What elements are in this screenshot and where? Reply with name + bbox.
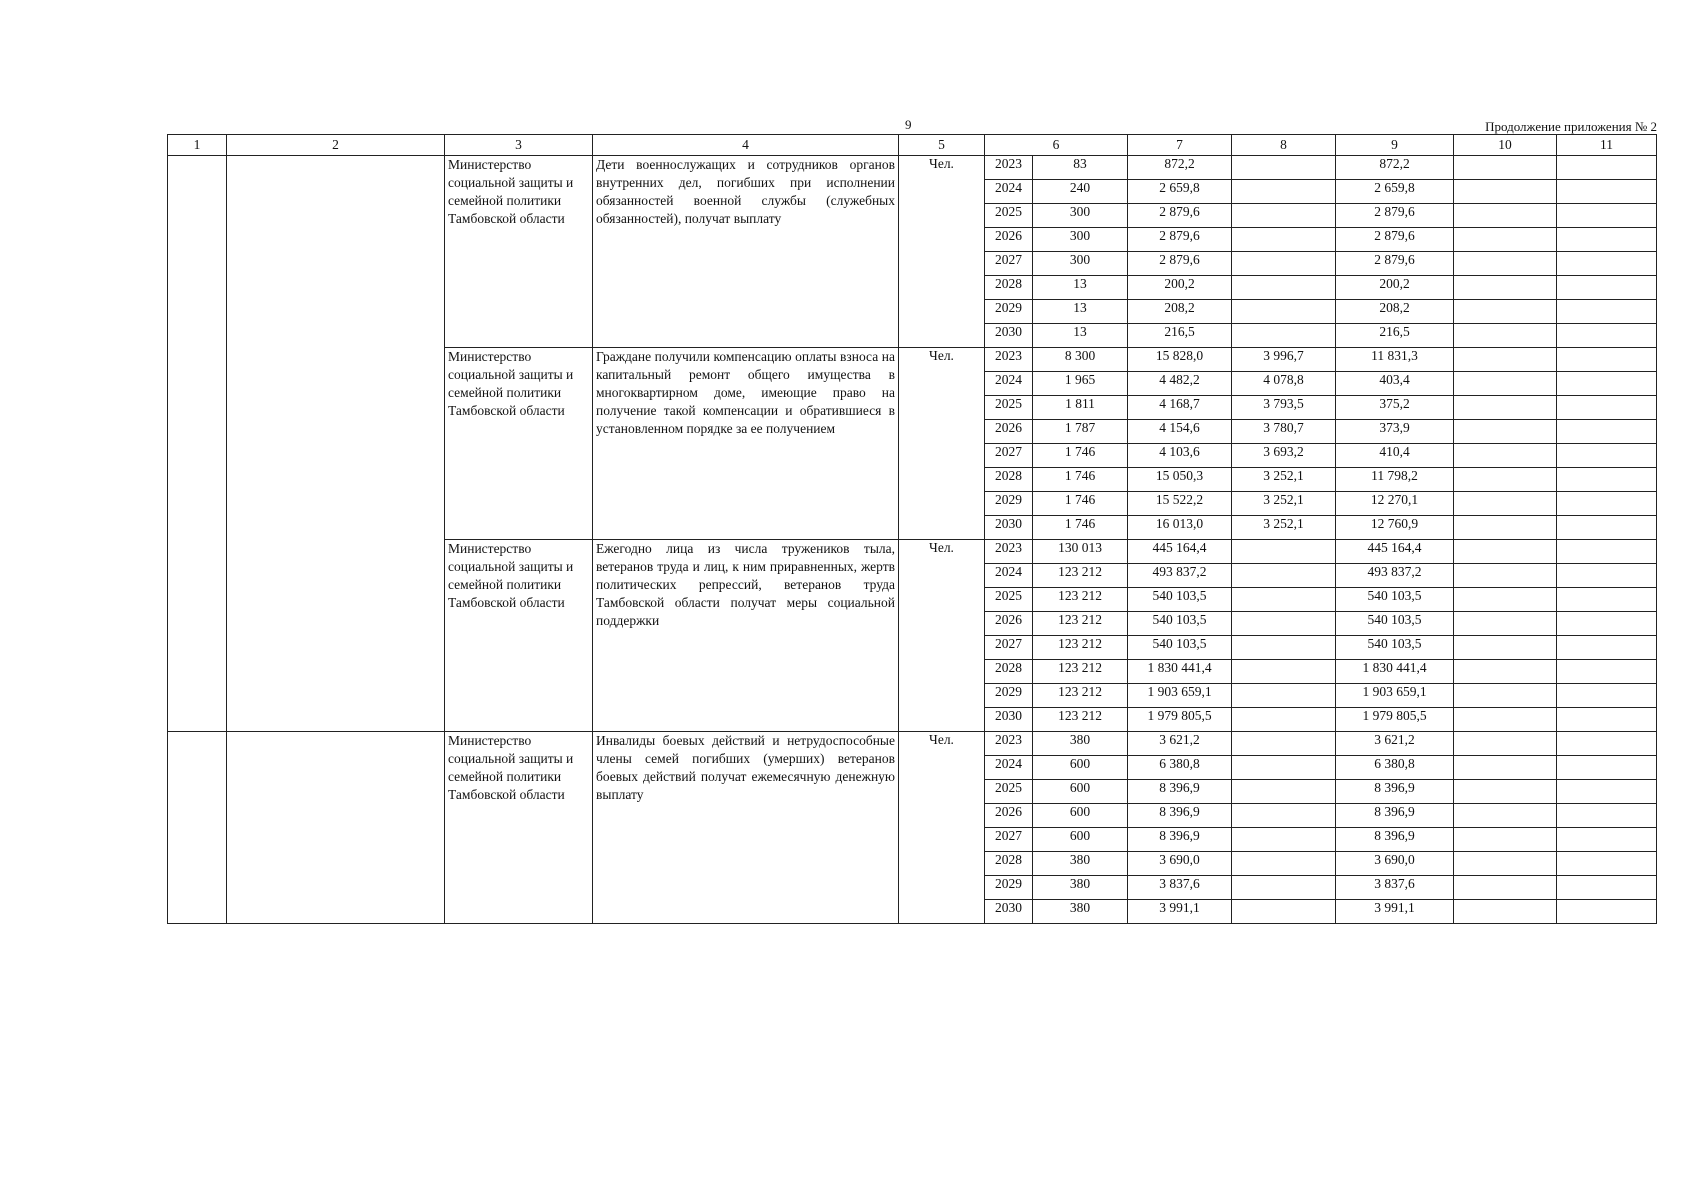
col11-cell (1557, 180, 1657, 204)
total-cell: 540 103,5 (1128, 636, 1232, 660)
federal-cell (1232, 900, 1336, 924)
federal-cell (1232, 780, 1336, 804)
total-cell: 3 621,2 (1128, 732, 1232, 756)
federal-cell (1232, 804, 1336, 828)
col10-cell (1454, 564, 1557, 588)
table-body (168, 156, 1657, 924)
quantity-cell: 380 (1033, 852, 1128, 876)
year-cell: 2023 (985, 540, 1033, 564)
col11-cell (1557, 876, 1657, 900)
col10-cell (1454, 252, 1557, 276)
col10-cell (1454, 372, 1557, 396)
federal-cell (1232, 852, 1336, 876)
regional-cell: 6 380,8 (1336, 756, 1454, 780)
year-cell: 2029 (985, 684, 1033, 708)
unit-cell: Чел. (899, 540, 985, 732)
quantity-cell: 1 965 (1033, 372, 1128, 396)
header-cell: 10 (1454, 135, 1557, 156)
federal-cell: 3 793,5 (1232, 396, 1336, 420)
col11-cell (1557, 396, 1657, 420)
year-cell: 2025 (985, 204, 1033, 228)
quantity-cell: 130 013 (1033, 540, 1128, 564)
header-cell: 8 (1232, 135, 1336, 156)
total-cell: 6 380,8 (1128, 756, 1232, 780)
indicator-description: Инвалиды боевых действий и нетрудоспособные члены семей погибших (умерших) ветеранов боевых действий получат ежемесячную денежную выплату (593, 732, 899, 924)
federal-cell (1232, 684, 1336, 708)
header-cell: 4 (593, 135, 899, 156)
quantity-cell: 1 746 (1033, 492, 1128, 516)
header-cell: 1 (168, 135, 227, 156)
year-cell: 2027 (985, 636, 1033, 660)
regional-cell: 2 879,6 (1336, 204, 1454, 228)
col11-cell (1557, 228, 1657, 252)
regional-cell: 1 830 441,4 (1336, 660, 1454, 684)
year-cell: 2028 (985, 468, 1033, 492)
col10-cell (1454, 660, 1557, 684)
quantity-cell: 13 (1033, 276, 1128, 300)
federal-cell (1232, 876, 1336, 900)
total-cell: 8 396,9 (1128, 804, 1232, 828)
federal-cell: 3 693,2 (1232, 444, 1336, 468)
year-cell: 2023 (985, 156, 1033, 180)
year-cell: 2029 (985, 876, 1033, 900)
federal-cell (1232, 156, 1336, 180)
col10-cell (1454, 756, 1557, 780)
federal-cell (1232, 180, 1336, 204)
quantity-cell: 123 212 (1033, 564, 1128, 588)
total-cell: 4 168,7 (1128, 396, 1232, 420)
regional-cell: 540 103,5 (1336, 636, 1454, 660)
col11-cell (1557, 588, 1657, 612)
regional-cell: 11 798,2 (1336, 468, 1454, 492)
quantity-cell: 123 212 (1033, 660, 1128, 684)
year-cell: 2025 (985, 396, 1033, 420)
quantity-cell: 1 746 (1033, 444, 1128, 468)
quantity-cell: 600 (1033, 828, 1128, 852)
total-cell: 4 482,2 (1128, 372, 1232, 396)
col10-cell (1454, 420, 1557, 444)
total-cell: 15 522,2 (1128, 492, 1232, 516)
col11-cell (1557, 444, 1657, 468)
total-cell: 1 830 441,4 (1128, 660, 1232, 684)
total-cell: 216,5 (1128, 324, 1232, 348)
federal-cell (1232, 564, 1336, 588)
regional-cell: 373,9 (1336, 420, 1454, 444)
indicator-description: Дети военнослужащих и сотрудников органов внутренних дел, погибших при исполнении обязанностей военной службы (служебных обязанностей), получат выплату (593, 156, 899, 348)
quantity-cell: 600 (1033, 756, 1128, 780)
col11-cell (1557, 660, 1657, 684)
col11-cell (1557, 540, 1657, 564)
regional-cell: 410,4 (1336, 444, 1454, 468)
col10-cell (1454, 276, 1557, 300)
col10-cell (1454, 684, 1557, 708)
col11-cell (1557, 348, 1657, 372)
federal-cell: 3 780,7 (1232, 420, 1336, 444)
year-cell: 2026 (985, 228, 1033, 252)
federal-cell: 3 252,1 (1232, 516, 1336, 540)
total-cell: 8 396,9 (1128, 780, 1232, 804)
regional-cell: 8 396,9 (1336, 780, 1454, 804)
regional-cell: 540 103,5 (1336, 612, 1454, 636)
regional-cell: 12 270,1 (1336, 492, 1454, 516)
quantity-cell: 8 300 (1033, 348, 1128, 372)
total-cell: 3 991,1 (1128, 900, 1232, 924)
federal-cell: 3 252,1 (1232, 492, 1336, 516)
year-cell: 2023 (985, 732, 1033, 756)
regional-cell: 200,2 (1336, 276, 1454, 300)
year-cell: 2028 (985, 660, 1033, 684)
continuation-note: Продолжение приложения № 2 (1485, 119, 1657, 134)
quantity-cell: 600 (1033, 804, 1128, 828)
quantity-cell: 1 811 (1033, 396, 1128, 420)
total-cell: 16 013,0 (1128, 516, 1232, 540)
col10-cell (1454, 876, 1557, 900)
total-cell: 1 979 805,5 (1128, 708, 1232, 732)
col11-cell (1557, 420, 1657, 444)
federal-cell (1232, 636, 1336, 660)
quantity-cell: 123 212 (1033, 636, 1128, 660)
year-cell: 2030 (985, 900, 1033, 924)
col1-cell (168, 732, 227, 924)
regional-cell: 2 879,6 (1336, 252, 1454, 276)
federal-cell (1232, 708, 1336, 732)
federal-cell: 3 996,7 (1232, 348, 1336, 372)
regional-cell: 3 991,1 (1336, 900, 1454, 924)
regional-cell: 445 164,4 (1336, 540, 1454, 564)
quantity-cell: 600 (1033, 780, 1128, 804)
federal-cell (1232, 300, 1336, 324)
col1-cell (168, 156, 227, 732)
col2-cell (227, 156, 445, 732)
header-cell: 9 (1336, 135, 1454, 156)
year-cell: 2030 (985, 324, 1033, 348)
program-table (167, 134, 1657, 924)
total-cell: 15 050,3 (1128, 468, 1232, 492)
quantity-cell: 300 (1033, 228, 1128, 252)
federal-cell (1232, 756, 1336, 780)
organization-cell: Министерство социальной защиты и семейной политики Тамбовской области (445, 156, 593, 348)
regional-cell: 540 103,5 (1336, 588, 1454, 612)
col2-cell (227, 732, 445, 924)
col11-cell (1557, 372, 1657, 396)
quantity-cell: 1 746 (1033, 516, 1128, 540)
unit-cell: Чел. (899, 732, 985, 924)
year-cell: 2025 (985, 588, 1033, 612)
year-cell: 2024 (985, 180, 1033, 204)
col11-cell (1557, 636, 1657, 660)
unit-cell: Чел. (899, 348, 985, 540)
col11-cell (1557, 732, 1657, 756)
col10-cell (1454, 708, 1557, 732)
col11-cell (1557, 708, 1657, 732)
total-cell: 872,2 (1128, 156, 1232, 180)
total-cell: 4 103,6 (1128, 444, 1232, 468)
header-cell: 7 (1128, 135, 1232, 156)
quantity-cell: 123 212 (1033, 684, 1128, 708)
regional-cell: 12 760,9 (1336, 516, 1454, 540)
col11-cell (1557, 300, 1657, 324)
indicator-description: Граждане получили компенсацию оплаты взноса на капитальный ремонт общего имущества в многоквартирном доме, имеющие право на получение такой компенсации и обратившиеся в установленном порядке за ее получением (593, 348, 899, 540)
quantity-cell: 13 (1033, 324, 1128, 348)
table-row (168, 732, 1657, 756)
federal-cell (1232, 660, 1336, 684)
col10-cell (1454, 732, 1557, 756)
col11-cell (1557, 204, 1657, 228)
total-cell: 3 690,0 (1128, 852, 1232, 876)
quantity-cell: 380 (1033, 732, 1128, 756)
col11-cell (1557, 564, 1657, 588)
year-cell: 2026 (985, 612, 1033, 636)
col10-cell (1454, 804, 1557, 828)
col10-cell (1454, 324, 1557, 348)
regional-cell: 872,2 (1336, 156, 1454, 180)
federal-cell: 4 078,8 (1232, 372, 1336, 396)
quantity-cell: 380 (1033, 876, 1128, 900)
total-cell: 445 164,4 (1128, 540, 1232, 564)
regional-cell: 3 690,0 (1336, 852, 1454, 876)
regional-cell: 2 879,6 (1336, 228, 1454, 252)
indicator-description: Ежегодно лица из числа тружеников тыла, ветеранов труда и лиц, к ним приравненных, жертв политических репрессий, ветеранов труда Тамбовской области получат меры социальной поддержки (593, 540, 899, 732)
col10-cell (1454, 492, 1557, 516)
total-cell: 15 828,0 (1128, 348, 1232, 372)
total-cell: 208,2 (1128, 300, 1232, 324)
year-cell: 2026 (985, 420, 1033, 444)
federal-cell (1232, 228, 1336, 252)
year-cell: 2029 (985, 492, 1033, 516)
quantity-cell: 123 212 (1033, 588, 1128, 612)
header-cell: 2 (227, 135, 445, 156)
total-cell: 2 659,8 (1128, 180, 1232, 204)
total-cell: 1 903 659,1 (1128, 684, 1232, 708)
col10-cell (1454, 900, 1557, 924)
total-cell: 493 837,2 (1128, 564, 1232, 588)
col10-cell (1454, 348, 1557, 372)
quantity-cell: 13 (1033, 300, 1128, 324)
col10-cell (1454, 228, 1557, 252)
year-cell: 2028 (985, 852, 1033, 876)
federal-cell (1232, 276, 1336, 300)
header-cell: 5 (899, 135, 985, 156)
quantity-cell: 240 (1033, 180, 1128, 204)
federal-cell (1232, 252, 1336, 276)
col11-cell (1557, 516, 1657, 540)
col10-cell (1454, 780, 1557, 804)
year-cell: 2023 (985, 348, 1033, 372)
regional-cell: 403,4 (1336, 372, 1454, 396)
col11-cell (1557, 156, 1657, 180)
total-cell: 4 154,6 (1128, 420, 1232, 444)
total-cell: 2 879,6 (1128, 228, 1232, 252)
header-cell: 11 (1557, 135, 1657, 156)
col10-cell (1454, 300, 1557, 324)
regional-cell: 208,2 (1336, 300, 1454, 324)
col11-cell (1557, 252, 1657, 276)
col11-cell (1557, 828, 1657, 852)
col11-cell (1557, 852, 1657, 876)
header-cell: 6 (985, 135, 1128, 156)
regional-cell: 2 659,8 (1336, 180, 1454, 204)
regional-cell: 493 837,2 (1336, 564, 1454, 588)
col11-cell (1557, 492, 1657, 516)
total-cell: 540 103,5 (1128, 612, 1232, 636)
table-row (168, 156, 1657, 180)
col10-cell (1454, 540, 1557, 564)
year-cell: 2028 (985, 276, 1033, 300)
regional-cell: 11 831,3 (1336, 348, 1454, 372)
year-cell: 2024 (985, 756, 1033, 780)
quantity-cell: 300 (1033, 252, 1128, 276)
unit-cell: Чел. (899, 156, 985, 348)
year-cell: 2026 (985, 804, 1033, 828)
col11-cell (1557, 276, 1657, 300)
total-cell: 200,2 (1128, 276, 1232, 300)
col10-cell (1454, 612, 1557, 636)
col11-cell (1557, 900, 1657, 924)
year-cell: 2029 (985, 300, 1033, 324)
col10-cell (1454, 156, 1557, 180)
col11-cell (1557, 324, 1657, 348)
year-cell: 2024 (985, 564, 1033, 588)
quantity-cell: 380 (1033, 900, 1128, 924)
col10-cell (1454, 204, 1557, 228)
page-number: 9 (905, 117, 912, 132)
column-number-row (168, 135, 1657, 156)
col11-cell (1557, 684, 1657, 708)
col11-cell (1557, 804, 1657, 828)
regional-cell: 3 837,6 (1336, 876, 1454, 900)
col10-cell (1454, 516, 1557, 540)
federal-cell (1232, 204, 1336, 228)
quantity-cell: 1 746 (1033, 468, 1128, 492)
regional-cell: 8 396,9 (1336, 828, 1454, 852)
regional-cell: 1 979 805,5 (1336, 708, 1454, 732)
total-cell: 2 879,6 (1128, 204, 1232, 228)
total-cell: 2 879,6 (1128, 252, 1232, 276)
regional-cell: 375,2 (1336, 396, 1454, 420)
col10-cell (1454, 396, 1557, 420)
col10-cell (1454, 852, 1557, 876)
col10-cell (1454, 636, 1557, 660)
organization-cell: Министерство социальной защиты и семейной политики Тамбовской области (445, 348, 593, 540)
quantity-cell: 123 212 (1033, 708, 1128, 732)
federal-cell: 3 252,1 (1232, 468, 1336, 492)
regional-cell: 8 396,9 (1336, 804, 1454, 828)
regional-cell: 3 621,2 (1336, 732, 1454, 756)
header-cell: 3 (445, 135, 593, 156)
year-cell: 2027 (985, 252, 1033, 276)
col10-cell (1454, 828, 1557, 852)
federal-cell (1232, 612, 1336, 636)
col11-cell (1557, 756, 1657, 780)
col11-cell (1557, 468, 1657, 492)
year-cell: 2027 (985, 444, 1033, 468)
col10-cell (1454, 180, 1557, 204)
total-cell: 540 103,5 (1128, 588, 1232, 612)
quantity-cell: 1 787 (1033, 420, 1128, 444)
total-cell: 3 837,6 (1128, 876, 1232, 900)
organization-cell: Министерство социальной защиты и семейной политики Тамбовской области (445, 732, 593, 924)
col11-cell (1557, 612, 1657, 636)
federal-cell (1232, 588, 1336, 612)
year-cell: 2030 (985, 708, 1033, 732)
year-cell: 2024 (985, 372, 1033, 396)
year-cell: 2027 (985, 828, 1033, 852)
col11-cell (1557, 780, 1657, 804)
federal-cell (1232, 324, 1336, 348)
year-cell: 2030 (985, 516, 1033, 540)
organization-cell: Министерство социальной защиты и семейной политики Тамбовской области (445, 540, 593, 732)
quantity-cell: 83 (1033, 156, 1128, 180)
quantity-cell: 123 212 (1033, 612, 1128, 636)
total-cell: 8 396,9 (1128, 828, 1232, 852)
col10-cell (1454, 444, 1557, 468)
year-cell: 2025 (985, 780, 1033, 804)
quantity-cell: 300 (1033, 204, 1128, 228)
col10-cell (1454, 468, 1557, 492)
regional-cell: 1 903 659,1 (1336, 684, 1454, 708)
federal-cell (1232, 540, 1336, 564)
federal-cell (1232, 732, 1336, 756)
col10-cell (1454, 588, 1557, 612)
federal-cell (1232, 828, 1336, 852)
regional-cell: 216,5 (1336, 324, 1454, 348)
